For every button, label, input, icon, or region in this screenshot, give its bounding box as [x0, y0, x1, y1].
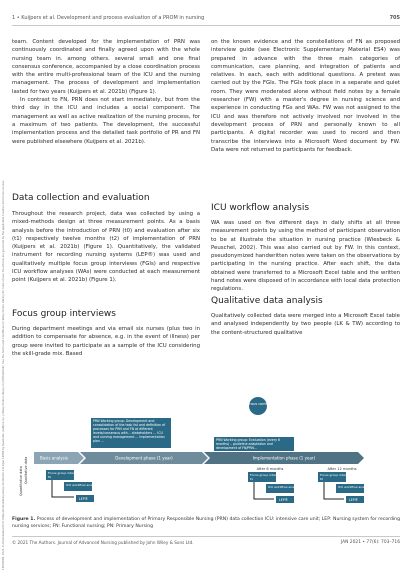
consensus-label: Consensus conference — [238, 402, 278, 406]
time-label-t2: t2 — [320, 477, 324, 481]
paragraph: Throughout the research project, data was collected by using a mixed-methods design at three measurement points. As a basis analysis before the introduction of PRN (t0) and evaluation after six (t1) respectively twelve months (t2) of implementation of PRN (Kuijpers et al. 2021b) (Figure 1). Quantitatively, the validated instrument for recording nursing systems (LEP®) was used and qualitatively multiple focus group interviews (FGIs) and respective ICU workflow analyses (WAs) were conducted at each measurement point (Kuijpers et al. 2021b) (Figure 1). — [12, 211, 200, 284]
header-divider — [12, 25, 400, 26]
left-intro — [12, 38, 200, 186]
section-text-qualitative — [211, 312, 400, 338]
paragraph: In contrast to FN, PRN does not start immediately, but from the third day in the ICU and includes a social component. The management as well as active realization of the nursing process, for a maximum of two patients. The development, the successful implementation process and the detailed task portfolio of PR and FN were published elsewhere (Kuijpers et al. 2021b). — [12, 97, 200, 145]
right-intro — [211, 38, 400, 186]
paragraph: on the known evidence and the constellations of FN as proposed interview guide (see Electronic Supplementary Material ES4) was prepared in advance with the three main categories of communication, care planning, and integration of patients and relatives. In each, each with additional questions. A pretest was carried out by the FGIs. The FGIs took place in a separate and quiet room. They were moderated alone without field notes by a female researcher (FW) with a master's degree in nursing science and experience in conducting FGs and WAs. FW was not assigned to the ICU and was therefore not actively involved nor involved in the development process of PRN and personally known to all participants. A digital recorder was used to record and then transcribe the interviews into a Microsoft Word document by FW. Data were not returned to participants for feedback. — [211, 39, 400, 153]
lep-label-t2: LEP® — [349, 498, 358, 502]
section-heading-data-collection: Data collection and evaluation — [12, 193, 150, 203]
section-heading-qualitative: Qualitative data analysis — [211, 296, 323, 306]
paragraph: team. Content developed for the implementation of PRN was continuously coordinated and finally agreed upon with the whole nursing team in. among others. several small and one final consensus conference, accompanied by a close coordination process with the entire multi-professional team of the ICU and the nursing management. The process of development and implementation lasted for two years (Kuijpers et al. 2021b) (Figure 1). — [12, 39, 200, 95]
section-text-data-collection — [12, 210, 200, 300]
download-notice: 13652648, 2021, 6, Downloaded from https://onlinelibrary.wiley.com/doi/10.1111/jan.14868 by Readcube (Labtiva Inc.), Wiley Online Library on [08/04/2024]. See the Terms and Conditions on Wiley Online Library for rules of use; OA articles are governed by the applicable Creative Commons License — [2, 180, 5, 570]
lep-label-t1: LEP® — [279, 498, 288, 502]
section-heading-workflow: ICU workflow analysis — [211, 203, 310, 213]
paragraph: WA was used on five different days in daily shifts at all three measurement points by using the method of participant observation to be at illustrate the situation in nursing practice (Wiesbeck & Peuschel, 2002). This was also carried out by FW. In this context, pseudonymized handwritten notes were taken on the observations by participating in the nursing practice. After each shift, the data obtained were transferred to a Microsoft Excel table and the written hand notes were disposed of in accordance with local data protection regulations. — [211, 220, 400, 293]
copyright-notice: © 2021 The Authors. Journal of Advanced Nursing published by John Wiley & Sons Ltd. — [12, 540, 194, 545]
section-heading-focus-groups: Focus group interviews — [12, 309, 116, 319]
section-text-workflow — [211, 219, 400, 293]
working-group-text-2: PRN Working group: Evaluation (every 6 months) – guideline adaptation and development of FN/PRN... — [216, 438, 281, 450]
workflow-label-t0: ICU workflow analysis — [66, 483, 99, 487]
focus-group-label-t1: Focus group interviews — [250, 473, 285, 477]
caption-text: Process of development and implementation of Primary Responsible Nursing (PRN) data collection ICU: intensive care unit; LEP: Nursing system for recording nursing services; FN: Functional nursing; PN: Primary Nursing — [12, 517, 400, 529]
workflow-label-t2: ICU workflow analysis — [338, 485, 371, 489]
running-head-title: 1 • Kuijpers et al. Development and process evaluation of a PROM in nursing — [12, 15, 205, 21]
paragraph: Qualitatively collected data were merged into a Microsoft Excel table and analysed independently by two people (LK & TW) according to the content-structured qualitative — [211, 313, 400, 336]
time-label-t0: t0 — [48, 475, 52, 479]
paragraph: During department meetings and via email six nurses (plus two in addition to compensate for absence, e.g. in the event of illness) per group were invited to participate as a sample of the ICU considering the skill-grade mix. Based — [12, 326, 200, 357]
consensus-conference-marker — [249, 397, 267, 415]
figure-1 — [12, 396, 400, 508]
section-text-focus-groups — [12, 325, 200, 391]
phase-label-development: Development phase (1 year) — [115, 455, 173, 461]
workflow-label-t1: ICU workflow analysis — [268, 485, 301, 489]
figure-caption — [12, 516, 400, 530]
focus-group-label-t0: Focus group interviews — [48, 471, 83, 475]
lep-label-t0: LEP® — [79, 497, 88, 501]
month-marker-12: After 12 months — [327, 467, 357, 471]
time-label-t1: t1 — [250, 477, 254, 481]
download-side-strip — [2, 30, 9, 570]
phase-label-analysis: Basis analysis — [40, 455, 68, 461]
label-qualitative: Qualitative data — [24, 456, 28, 484]
page-number: 705 — [389, 15, 400, 21]
working-group-text-1: PRN Working group: Development and consolidation of the task list and definition of processes for PRN and FN at different levels/consensus with... stakeholders ... ICU and nursing management ... Implementation plan ... — [93, 419, 166, 443]
month-marker-6: After 6 months — [256, 467, 284, 471]
phase-label-implementation: Implementation phase (1 year) — [252, 455, 316, 461]
label-quantitative: Quantitative data — [19, 466, 23, 496]
footer-divider — [12, 536, 400, 537]
caption-label: Figure 1. — [12, 517, 36, 522]
journal-citation: JAN 2021 • 77(6): 703–716 — [340, 540, 400, 545]
focus-group-label-t2: Focus group interviews — [320, 473, 355, 477]
